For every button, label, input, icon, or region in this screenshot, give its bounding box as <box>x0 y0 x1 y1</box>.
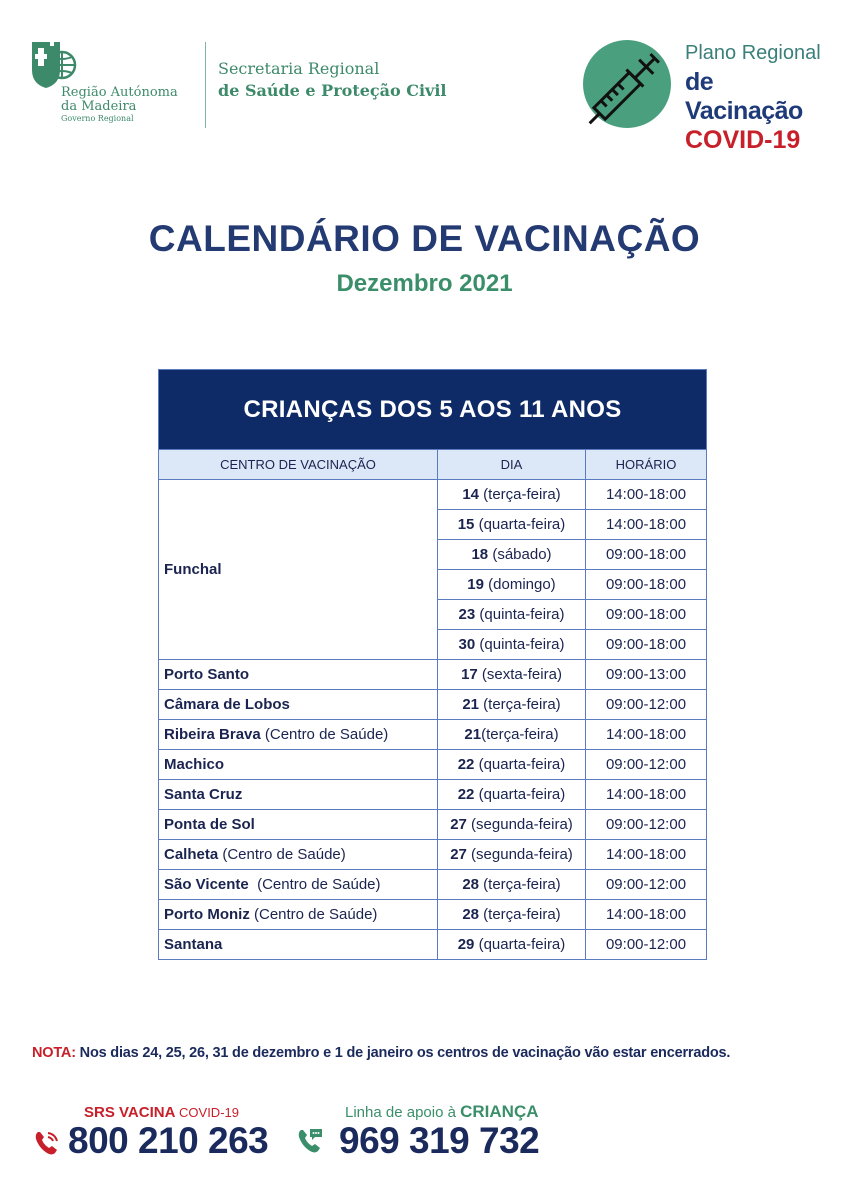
day-number: 14 <box>462 486 479 503</box>
secretaria-line1: Secretaria Regional <box>218 59 380 78</box>
time-cell: 09:00-18:00 <box>586 630 707 660</box>
center-cell <box>159 750 438 780</box>
weekday: (segunda-feira) <box>466 816 573 833</box>
table-row <box>159 810 707 840</box>
region-name <box>61 86 178 124</box>
weekday: (quarta-feira) <box>474 756 566 773</box>
time-cell: 09:00-18:00 <box>586 540 707 570</box>
linha-label <box>345 1102 539 1122</box>
center-name: Machico <box>164 756 225 773</box>
vaccination-schedule-table <box>158 369 707 960</box>
table-banner: CRIANÇAS DOS 5 AOS 11 ANOS <box>159 370 707 450</box>
table-row <box>159 480 707 510</box>
weekday: (quinta-feira) <box>475 606 565 623</box>
secretaria-name <box>218 58 447 102</box>
weekday: (segunda-feira) <box>466 846 573 863</box>
time-cell: 09:00-12:00 <box>586 870 707 900</box>
time-cell: 09:00-12:00 <box>586 810 707 840</box>
day-cell <box>438 870 586 900</box>
day-cell <box>438 480 586 510</box>
time-cell: 14:00-18:00 <box>586 480 707 510</box>
day-cell <box>438 570 586 600</box>
table-row <box>159 930 707 960</box>
linha-crianca-contact <box>295 1100 595 1170</box>
center-name: Santa Cruz <box>164 786 243 803</box>
linha-phone-number[interactable]: 969 319 732 <box>339 1120 540 1161</box>
center-name: Calheta <box>164 846 219 863</box>
day-cell <box>438 780 586 810</box>
page-title: CALENDÁRIO DE VACINAÇÃO <box>148 218 701 259</box>
table-row <box>159 870 707 900</box>
region-line2: da Madeira <box>61 99 137 114</box>
day-cell <box>438 810 586 840</box>
plano-line3: COVID-19 <box>685 126 801 154</box>
phone-chat-icon <box>295 1126 325 1156</box>
weekday: (quarta-feira) <box>474 786 566 803</box>
day-cell <box>438 750 586 780</box>
plano-line2: de Vacinação <box>685 68 803 125</box>
day-number: 28 <box>462 906 479 923</box>
centers-group <box>159 660 707 960</box>
note-text: Nos dias 24, 25, 26, 31 de dezembro e 1 de janeiro os centros de vacinação vão estar encerrados. <box>75 1045 731 1061</box>
time-cell: 14:00-18:00 <box>586 510 707 540</box>
linha-label-text: Linha de apoio à <box>345 1104 461 1121</box>
time-cell: 09:00-18:00 <box>586 600 707 630</box>
table-row <box>159 900 707 930</box>
day-cell <box>438 510 586 540</box>
day-number: 19 <box>467 576 484 593</box>
center-cell <box>159 720 438 750</box>
center-note: (Centro de Saúde) <box>249 906 378 923</box>
table-row <box>159 780 707 810</box>
center-cell <box>159 780 438 810</box>
day-number: 22 <box>457 756 475 773</box>
weekday: (quinta-feira) <box>475 636 565 653</box>
table-row <box>159 690 707 720</box>
center-name: Santana <box>164 936 223 953</box>
center-note: (Centro de Saúde) <box>260 726 389 743</box>
header-centro: CENTRO DE VACINAÇÃO <box>159 450 438 480</box>
day-number: 22 <box>457 786 475 803</box>
day-cell <box>438 690 586 720</box>
day-cell <box>438 900 586 930</box>
weekday: (sexta-feira) <box>477 666 562 683</box>
day-number: 29 <box>457 936 475 953</box>
time-cell: 09:00-18:00 <box>586 570 707 600</box>
center-name: Ponta de Sol <box>164 816 255 833</box>
center-cell <box>159 840 438 870</box>
weekday: (terça-feira) <box>481 726 559 743</box>
note <box>32 1045 730 1061</box>
day-number: 21 <box>464 726 482 743</box>
day-number: 30 <box>458 636 476 653</box>
weekday: (terça-feira) <box>479 906 561 923</box>
weekday: (quarta-feira) <box>474 936 566 953</box>
note-label: NOTA: <box>32 1045 76 1061</box>
time-cell: 09:00-12:00 <box>586 750 707 780</box>
srs-label-small: COVID-19 <box>175 1105 239 1120</box>
center-note: (Centro de Saúde) <box>248 876 381 893</box>
weekday: (terça-feira) <box>479 696 561 713</box>
syringe-icon <box>575 38 671 134</box>
center-cell <box>159 480 438 660</box>
day-number: 23 <box>458 606 476 623</box>
day-cell <box>438 660 586 690</box>
weekday: (terça-feira) <box>479 876 561 893</box>
day-cell <box>438 600 586 630</box>
center-cell <box>159 900 438 930</box>
center-cell <box>159 660 438 690</box>
center-name: Câmara de Lobos <box>164 696 290 713</box>
center-cell <box>159 870 438 900</box>
weekday: (sábado) <box>488 546 552 563</box>
center-cell <box>159 810 438 840</box>
day-number: 15 <box>457 516 475 533</box>
header-right <box>575 38 835 154</box>
center-note: (Centro de Saúde) <box>218 846 346 863</box>
page-subtitle: Dezembro 2021 <box>336 270 513 297</box>
day-cell <box>438 840 586 870</box>
header-left <box>30 40 470 132</box>
phone-icon <box>32 1128 62 1158</box>
table-row <box>159 660 707 690</box>
center-name: Funchal <box>164 561 222 578</box>
day-cell <box>438 630 586 660</box>
plano-regional-title <box>685 39 835 155</box>
day-number: 27 <box>450 846 467 863</box>
day-number: 21 <box>462 696 479 713</box>
region-line3: Governo Regional <box>61 114 134 123</box>
center-name: Porto Santo <box>164 666 249 683</box>
time-cell: 14:00-18:00 <box>586 720 707 750</box>
srs-phone-number[interactable]: 800 210 263 <box>68 1120 269 1161</box>
time-cell: 09:00-13:00 <box>586 660 707 690</box>
time-cell: 09:00-12:00 <box>586 930 707 960</box>
header-dia: DIA <box>438 450 586 480</box>
day-cell <box>438 930 586 960</box>
day-number: 18 <box>471 546 489 563</box>
table-row <box>159 720 707 750</box>
day-cell <box>438 540 586 570</box>
time-cell: 14:00-18:00 <box>586 840 707 870</box>
time-cell: 14:00-18:00 <box>586 900 707 930</box>
day-cell <box>438 720 586 750</box>
region-line1: Região Autónoma <box>61 85 178 100</box>
day-number: 17 <box>461 666 478 683</box>
center-name: Porto Moniz <box>164 906 250 923</box>
center-cell <box>159 930 438 960</box>
table-row <box>159 840 707 870</box>
center-cell <box>159 690 438 720</box>
header-divider <box>205 42 206 128</box>
weekday: (domingo) <box>483 576 556 593</box>
linha-label-bold: CRIANÇA <box>460 1102 539 1121</box>
secretaria-line2: de Saúde e Proteção Civil <box>218 81 447 100</box>
weekday: (quarta-feira) <box>474 516 566 533</box>
srs-vacina-contact <box>32 1102 292 1172</box>
center-name: Ribeira Brava <box>164 726 261 743</box>
weekday: (terça-feira) <box>479 486 561 503</box>
time-cell: 14:00-18:00 <box>586 780 707 810</box>
funchal-group <box>159 480 707 660</box>
plano-line1: Plano Regional <box>685 42 821 64</box>
table-row <box>159 750 707 780</box>
srs-label <box>84 1104 239 1121</box>
day-number: 27 <box>450 816 467 833</box>
srs-label-bold: SRS VACINA <box>84 1104 176 1121</box>
madeira-coat-of-arms-icon <box>30 40 78 90</box>
time-cell: 09:00-12:00 <box>586 690 707 720</box>
header-horario: HORÁRIO <box>586 450 707 480</box>
day-number: 28 <box>462 876 479 893</box>
center-name: São Vicente <box>164 876 249 893</box>
